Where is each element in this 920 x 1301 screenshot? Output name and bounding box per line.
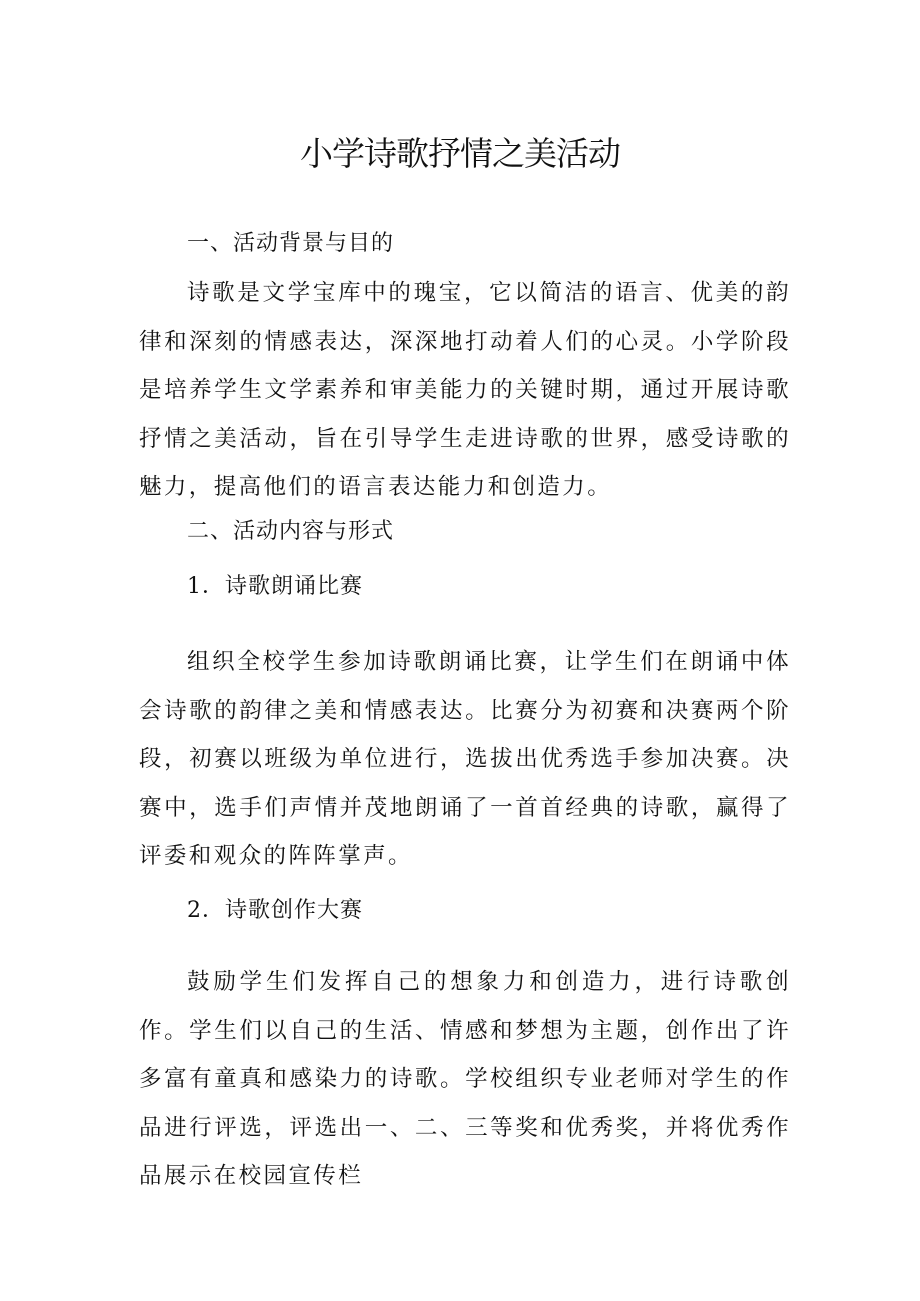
section-heading-background: 一、活动背景与目的	[187, 231, 395, 256]
paragraph-recitation-contest: 组织全校学生参加诗歌朗诵比赛，让学生们在朗诵中体会诗歌的韵律之美和情感表达。比赛分为初赛和决赛两个阶段，初赛以班级为单位进行，选拔出优秀选手参加决赛。决赛中，选手们声情并茂地朗诵了一首首经典的诗歌，赢得了评委和观众的阵阵掌声。	[139, 649, 791, 869]
paragraph-background: 诗歌是文学宝库中的瑰宝，它以简洁的语言、优美的韵律和深刻的情感表达，深深地打动着人们的心灵。小学阶段是培养学生文学素养和审美能力的关键时期，通过开展诗歌抒情之美活动，旨在引导学生走进诗歌的世界，感受诗歌的魅力，提高他们的语言表达能力和创造力。	[139, 280, 791, 500]
subheading-recitation-contest: 1．诗歌朗诵比赛	[187, 574, 363, 599]
document-title: 小学诗歌抒情之美活动	[300, 134, 620, 173]
subheading-writing-contest: 2．诗歌创作大赛	[187, 898, 363, 923]
section-heading-content: 二、活动内容与形式	[187, 519, 395, 544]
paragraph-writing-contest: 鼓励学生们发挥自己的想象力和创造力，进行诗歌创作。学生们以自己的生活、情感和梦想为主题，创作出了许多富有童真和感染力的诗歌。学校组织专业老师对学生的作品进行评选，评选出一、二、三等奖和优秀奖，并将优秀作品展示在校园宣传栏	[139, 969, 791, 1189]
